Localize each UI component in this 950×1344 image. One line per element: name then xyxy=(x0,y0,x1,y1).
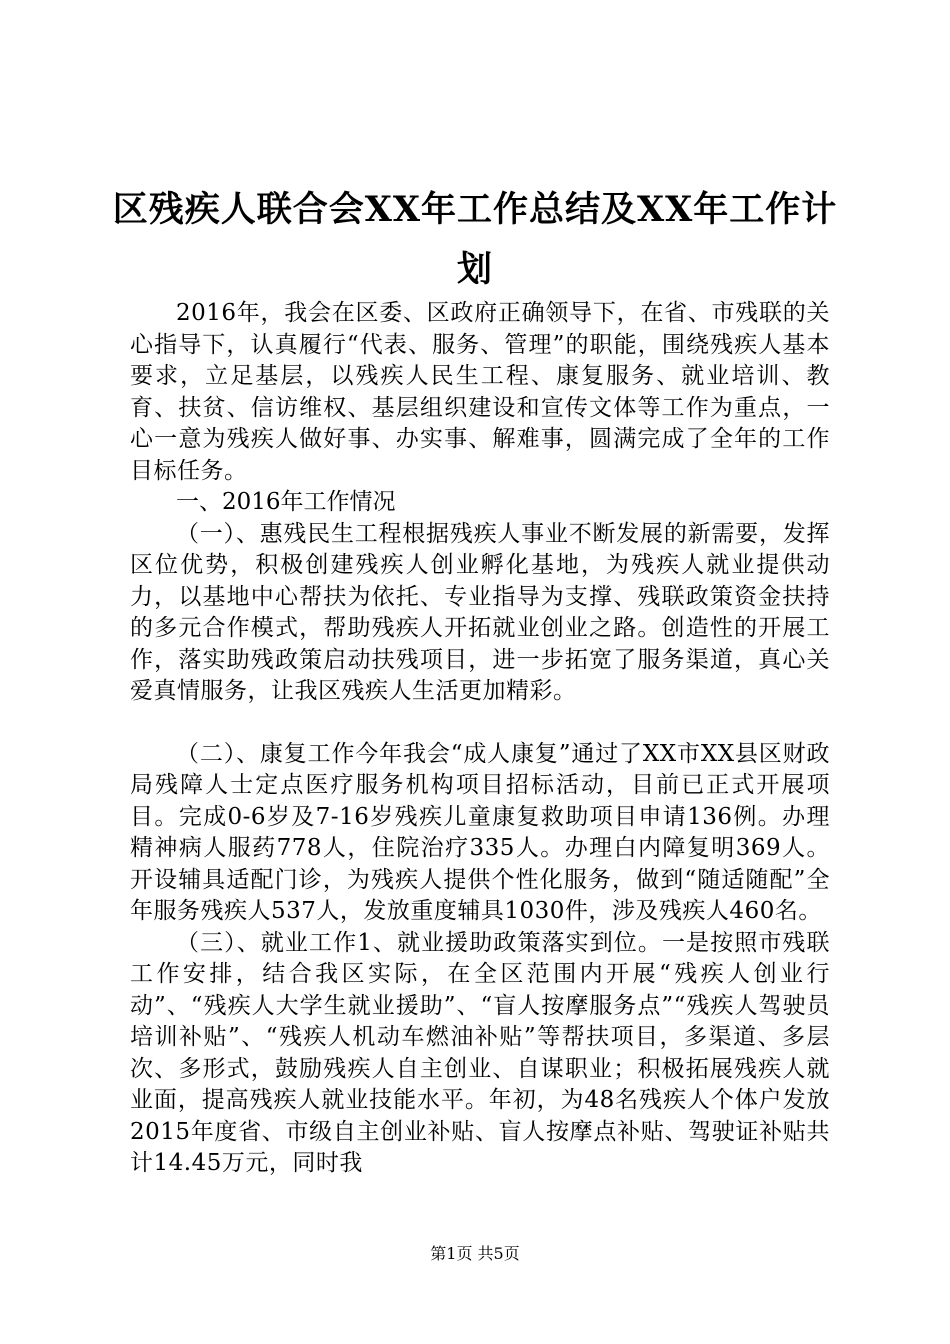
section-heading: 一、2016年工作情况 xyxy=(176,489,396,515)
paragraph-rehabilitation: （二）、康复工作今年我会“成人康复”通过了XX市XX县区财政局残障人士定点医疗服务机构项目招标活动，目前已正式开展项目。完成0-6岁及7-16岁残疾儿童康复救助项目申请136例。办理精神病人服药778人，住院治疗335人。办理白内障复明369人。开设辅具适配门诊，为残疾人提供个性化服务，做到“随适随配”全年服务残疾人537人，发放重度辅具1030件，涉及残疾人460名。 xyxy=(130,740,830,924)
document-title: 区残疾人联合会XX年工作总结及XX年工作计划 xyxy=(112,189,838,290)
paragraph-employment: （三）、就业工作1、就业援助政策落实到位。一是按照市残联工作安排，结合我区实际，在全区范围内开展“残疾人创业行动”、“残疾人大学生就业援助”、“盲人按摩服务点”“残疾人驾驶员培训补贴”、“残疾人机动车燃油补贴”等帮扶项目，多渠道、多层次、多形式，鼓励残疾人自主创业、自谋职业；积极拓展残疾人就业面，提高残疾人就业技能水平。年初，为48名残疾人个体户发放2015年度省、市级自主创业补贴、盲人按摩点补贴、驾驶证补贴共计14.45万元，同时我 xyxy=(130,929,830,1176)
document-body xyxy=(130,298,830,1180)
paragraph-livelihood: （一）、惠残民生工程根据残疾人事业不断发展的新需要，发挥区位优势，积极创建残疾人创业孵化基地，为残疾人就业提供动力，以基地中心帮扶为依托、专业指导为支撑、残联政策资金扶持的多元合作模式，帮助残疾人开拓就业创业之路。创造性的开展工作，落实助残政策启动扶残项目，进一步拓宽了服务渠道，真心关爱真情服务，让我区残疾人生活更加精彩。 xyxy=(130,520,830,704)
page-number: 第1页 共5页 xyxy=(430,1244,520,1263)
intro-paragraph: 2016年，我会在区委、区政府正确领导下，在省、市残联的关心指导下，认真履行“代表、服务、管理”的职能，围绕残疾人基本要求，立足基层，以残疾人民生工程、康复服务、就业培训、教育、扶贫、信访维权、基层组织建设和宣传文体等工作为重点，一心一意为残疾人做好事、办实事、解难事，圆满完成了全年的工作目标任务。 xyxy=(130,300,830,484)
paragraph-spacer xyxy=(130,708,830,739)
